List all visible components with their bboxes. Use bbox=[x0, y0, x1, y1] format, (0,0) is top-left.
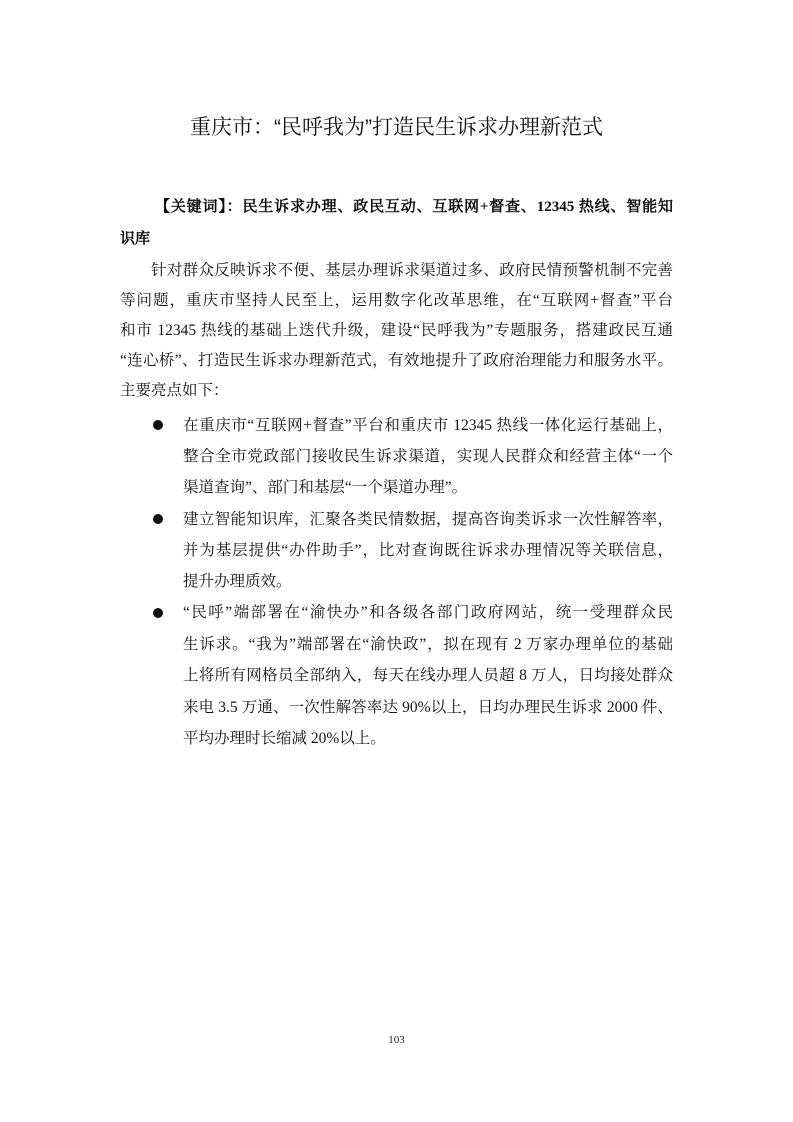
highlight-line: 上将所有网格员全部纳入，每天在线办理人员超 8 万人，日均接处群众 bbox=[183, 667, 673, 684]
highlight-line: 来电 3.5 万通、一次性解答率达 90%以上，日均办理民生诉求 2000 件、 bbox=[183, 698, 673, 716]
page-number: 103 bbox=[388, 1034, 405, 1046]
highlight-text bbox=[183, 410, 673, 503]
highlight-text bbox=[183, 597, 673, 755]
bullet-icon bbox=[153, 514, 163, 524]
intro-line: 针对群众反映诉求不便、基层办理诉求渠道过多、政府民情预警机制不完善 bbox=[151, 262, 673, 279]
intro-line: “连心桥”、打造民生诉求办理新范式，有效地提升了政府治理能力和服务水平。 bbox=[120, 352, 673, 369]
intro-paragraph bbox=[120, 256, 673, 406]
highlight-line: 整合全市党政部门接收民生诉求渠道，实现人民群众和经营主体“一个 bbox=[183, 448, 673, 465]
highlight-line: 提升办理质效。 bbox=[183, 573, 292, 590]
highlight-line: 在重庆市“互联网+督查”平台和重庆市 12345 热线一体化运行基础上， bbox=[183, 417, 673, 434]
highlight-text bbox=[183, 504, 673, 597]
highlight-line: 平均办理时长缩减 20%以上。 bbox=[183, 730, 386, 747]
keywords-paragraph bbox=[120, 191, 673, 255]
keywords-line: 【关键词】：民生诉求办理、政民互动、互联网+督查、12345 热线、智能知 bbox=[155, 199, 673, 215]
bullet-icon bbox=[153, 608, 163, 618]
highlight-line: 建立智能知识库，汇聚各类民情数据，提高咨询类诉求一次性解答率， bbox=[183, 511, 673, 528]
highlight-line: 生诉求。“我为”端部署在“渝快政”，拟在现有 2 万家办理单位的基础 bbox=[183, 635, 673, 653]
highlight-line: 渠道查询”、部门和基层“一个渠道办理”。 bbox=[183, 479, 468, 496]
bullet-icon bbox=[153, 420, 163, 430]
intro-line: 等问题，重庆市坚持人民至上，运用数字化改革思维，在“互联网+督查”平台 bbox=[120, 292, 673, 309]
intro-line: 和市 12345 热线的基础上迭代升级，建设“民呼我为”专题服务，搭建政民互通 bbox=[120, 322, 673, 339]
highlight-line: “民呼”端部署在“渝快办”和各级各部门政府网站，统一受理群众民 bbox=[183, 604, 673, 621]
highlight-line: 并为基层提供“办件助手”，比对查询既往诉求办理情况等关联信息， bbox=[183, 542, 673, 559]
page-title: 重庆市：“民呼我为”打造民生诉求办理新范式 bbox=[190, 116, 603, 139]
keywords-line: 识库 bbox=[120, 231, 151, 247]
intro-line: 主要亮点如下： bbox=[120, 382, 229, 399]
